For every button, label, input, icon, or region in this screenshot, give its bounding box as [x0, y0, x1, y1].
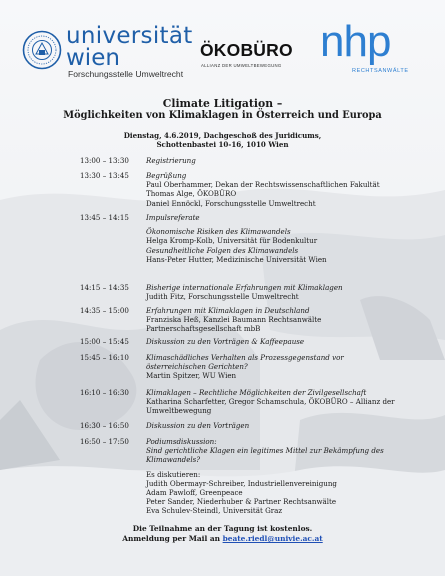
venue-address-line: Schottenbastei 10-16, 1010 Wien: [156, 140, 289, 150]
oekobuero-wordmark: ÖKOBÜRO: [200, 40, 293, 60]
nhp-wordmark: nhp: [320, 17, 391, 66]
program-speaker: Umweltbewegung: [146, 406, 212, 416]
free-admission-text: Die Teilnahme an der Tagung ist kostenlos.: [132, 524, 313, 533]
program-topic: Diskussion zu den Vorträgen & Kaffeepause: [146, 337, 305, 346]
nhp-tagline: RECHTSANWÄLTE: [352, 68, 409, 74]
program-topic: Begrüßung: [146, 171, 187, 180]
oekobuero-tagline: ALLIANZ DER UMWELTBEWEGUNG: [201, 63, 282, 68]
program-topic: Ökonomische Risiken des Klimawandels: [146, 227, 291, 237]
university-name-line2: wien: [66, 45, 120, 71]
program-speaker: Daniel Ennöckl, Forschungsstelle Umweltrecht: [146, 198, 316, 208]
program-details: [146, 421, 382, 430]
program-time: 15:00 – 15:45: [80, 337, 129, 346]
program-speaker: Martin Spitzer, WU Wien: [146, 371, 237, 381]
program-topic: Sind gerichtliche Klagen ein legitimes Mittel zur Bekämpfung des: [146, 446, 384, 456]
program-time: 14:35 – 15:00: [80, 306, 129, 315]
program-topic: Gesundheitliche Folgen des Klimawandels: [146, 245, 299, 255]
program-topic: Erfahrungen mit Klimaklagen in Deutschland: [146, 306, 310, 315]
program-details: [146, 388, 395, 416]
registration-prefix: Anmeldung per Mail an: [122, 534, 223, 543]
university-name-line1: universität: [66, 23, 193, 49]
page-subtitle: Möglichkeiten von Klimaklagen in Österreich und Europa: [63, 110, 382, 121]
program-time: 15:45 – 16:10: [80, 353, 129, 362]
page-title: Climate Litigation –: [162, 97, 283, 110]
program-speaker: Judith Fitz, Forschungsstelle Umweltrecht: [146, 292, 299, 302]
program-details: [146, 306, 382, 334]
program-details: [146, 337, 382, 346]
venue-info: [0, 131, 445, 149]
program-topic: Registrierung: [146, 156, 196, 165]
program-topic: österreichischen Gerichten?: [146, 362, 248, 372]
program-details: [146, 353, 382, 381]
program-topic: Impulsreferate: [146, 213, 200, 222]
program-topic: Klimaschädliches Verhalten als Prozessgegenstand vor: [146, 353, 344, 362]
program-time: 13:45 – 14:15: [80, 213, 129, 222]
program-topic: Podiumsdiskussion:: [146, 437, 217, 446]
venue-date-line: Dienstag, 4.6.2019, Dachgeschoß des Juridicums,: [123, 131, 322, 140]
program-speaker: Franziska Heß, Kanzlei Baumann Rechtsanwälte: [146, 315, 322, 325]
program-time: 16:30 – 16:50: [80, 421, 129, 430]
program-details: [146, 156, 382, 165]
program-speaker: Partnerschaftsgesellschaft mbB: [146, 324, 261, 334]
program-speaker: Thomas Alge, ÖKOBÜRO: [146, 189, 237, 199]
program-time: 16:10 – 16:30: [80, 388, 129, 397]
program-speaker: Peter Sander, Niederhuber & Partner Rechtsanwälte: [146, 497, 337, 507]
program-speaker: Es diskutieren:: [146, 469, 201, 479]
program-time: 13:00 – 13:30: [80, 156, 129, 165]
program-topic: Klimawandels?: [146, 455, 201, 465]
program-speaker: Eva Schulev-Steindl, Universität Graz: [146, 506, 283, 516]
program-speaker: Judith Obermayr-Schreiber, Industriellenvereinigung: [146, 478, 337, 488]
program-topic: Diskussion zu den Vorträgen: [146, 421, 250, 430]
program-speaker: Katharina Scharfetter, Gregor Schamschula, ÖKOBÜRO – Allianz der: [146, 397, 395, 407]
registration-text: [0, 534, 445, 544]
program-time: 14:15 – 14:35: [80, 283, 129, 292]
program-time: 16:50 – 17:50: [80, 437, 129, 446]
program-speaker: Hans-Peter Hutter, Medizinische Universität Wien: [146, 254, 327, 264]
closing-note: [0, 524, 445, 544]
program-details: [146, 283, 382, 301]
program-speaker: Helga Kromp-Kolb, Universität für Bodenkultur: [146, 236, 318, 246]
program-details: [146, 171, 382, 208]
program-speaker: Adam Pawloff, Greenpeace: [146, 488, 243, 498]
registration-email-link[interactable]: beate.riedl@univie.ac.at: [222, 534, 323, 543]
program-topic: Bisherige internationale Erfahrungen mit Klimaklagen: [146, 283, 343, 292]
program-time: 13:30 – 13:45: [80, 171, 129, 180]
program-speaker: Paul Oberhammer, Dekan der Rechtswissenschaftlichen Fakultät: [146, 180, 380, 190]
program-topic: Klimaklagen – Rechtliche Möglichkeiten der Zivilgesellschaft: [146, 388, 367, 397]
program-details: [146, 213, 382, 264]
university-department: Forschungsstelle Umweltrecht: [68, 69, 184, 79]
program-details: [146, 437, 382, 516]
